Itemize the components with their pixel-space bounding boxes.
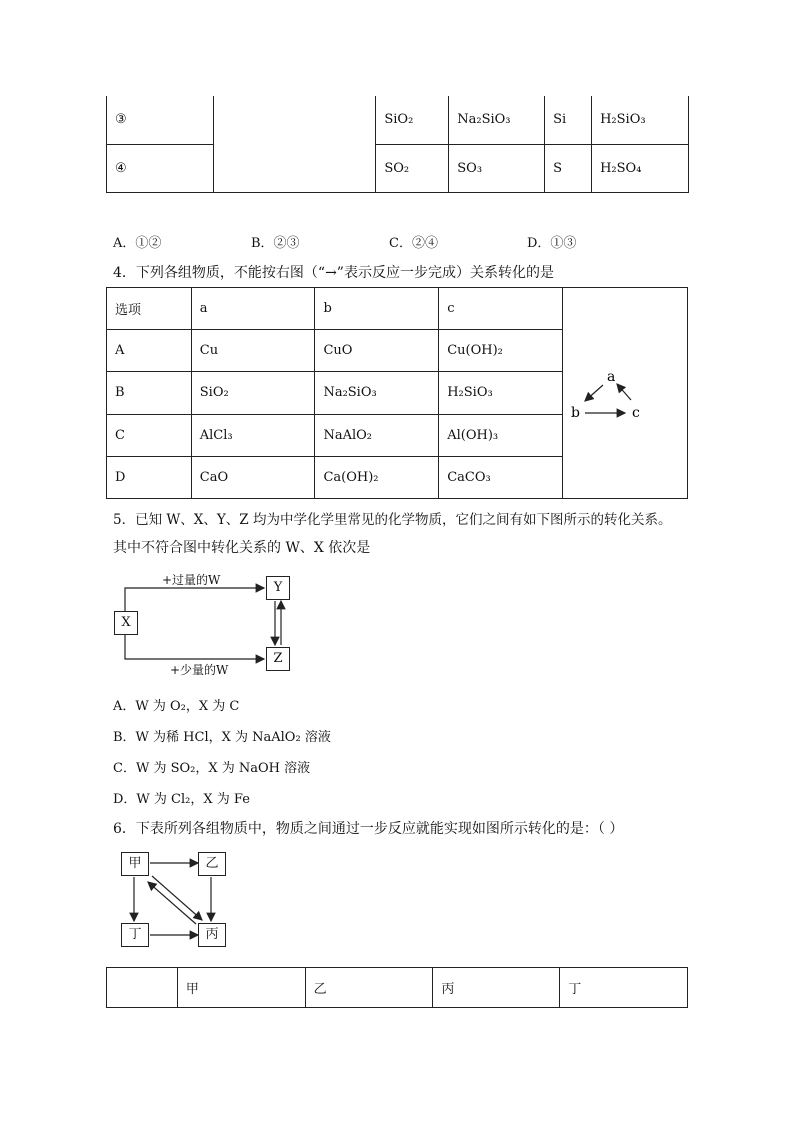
table-header: 丁 bbox=[560, 968, 688, 1008]
table-cell: A bbox=[107, 330, 192, 372]
q5-option-c: C．W 为 SO₂，X 为 NaOH 溶液 bbox=[113, 761, 311, 776]
node-a: a bbox=[606, 369, 616, 385]
table-cell: H₂SiO₃ bbox=[439, 372, 563, 414]
table-header: 丙 bbox=[433, 968, 560, 1008]
node-jia: 甲 bbox=[121, 852, 149, 876]
table-cell: Na₂SiO₃ bbox=[315, 372, 439, 414]
arrow-a-to-b bbox=[585, 385, 603, 401]
arrow-x-to-z bbox=[125, 635, 264, 659]
arrow-jia-to-bing bbox=[152, 876, 202, 920]
q5-stem-line1: 5．已知 W、X、Y、Z 均为中学化学里常见的化学物质，它们之间有如下图所示的转化关系。 bbox=[113, 512, 672, 528]
table-header: 甲 bbox=[177, 968, 305, 1008]
q3-table bbox=[106, 96, 689, 193]
table-cell: SiO₂ bbox=[191, 372, 315, 414]
q3-option-b: B．②③ bbox=[251, 236, 300, 251]
q5-diagram bbox=[100, 565, 310, 680]
table-cell: Cu(OH)₂ bbox=[439, 330, 563, 372]
node-ding: 丁 bbox=[121, 923, 149, 947]
table-cell: NaAlO₂ bbox=[315, 414, 439, 456]
node-x: X bbox=[114, 611, 138, 635]
q3-option-c: C．②④ bbox=[389, 236, 438, 251]
table-header: c bbox=[439, 288, 563, 330]
table-cell: Si bbox=[545, 96, 592, 144]
table-header: 乙 bbox=[305, 968, 433, 1008]
q5-option-a: A．W 为 O₂，X 为 C bbox=[113, 699, 240, 714]
q6-table bbox=[106, 967, 688, 1008]
table-cell: SO₃ bbox=[449, 144, 545, 192]
q4-stem: 4．下列各组物质，不能按右图（“→”表示反应一步完成）关系转化的是 bbox=[113, 265, 554, 281]
q5-option-d: D．W 为 Cl₂，X 为 Fe bbox=[113, 792, 250, 807]
merged-empty-cell bbox=[213, 96, 376, 192]
table-cell: H₂SiO₃ bbox=[592, 96, 689, 144]
table-header: a bbox=[191, 288, 315, 330]
arrow-x-to-y bbox=[125, 588, 264, 611]
table-header bbox=[107, 968, 178, 1008]
q3-option-d: D．①③ bbox=[527, 236, 577, 251]
table-cell: Na₂SiO₃ bbox=[449, 96, 545, 144]
row-number: ③ bbox=[107, 96, 214, 144]
node-yi: 乙 bbox=[198, 852, 226, 876]
q5-stem-line2: 其中不符合图中转化关系的 W、X 依次是 bbox=[113, 540, 371, 556]
table-header: b bbox=[315, 288, 439, 330]
table-cell: C bbox=[107, 414, 192, 456]
label-excess-w: +过量的W bbox=[162, 573, 221, 587]
table-cell: H₂SO₄ bbox=[592, 144, 689, 192]
q6-stem: 6．下表所列各组物质中，物质之间通过一步反应就能实现如图所示转化的是：（ ） bbox=[113, 821, 624, 837]
node-c: c bbox=[631, 405, 640, 421]
table-cell: Al(OH)₃ bbox=[439, 414, 563, 456]
table-cell: D bbox=[107, 456, 192, 498]
q3-option-a: A．①② bbox=[113, 236, 162, 251]
table-cell: Ca(OH)₂ bbox=[315, 456, 439, 498]
table-cell: SiO₂ bbox=[376, 96, 449, 144]
q6-diagram bbox=[110, 848, 240, 950]
row-number: ④ bbox=[107, 144, 214, 192]
label-small-w: +少量的W bbox=[170, 663, 229, 677]
diagram-cell bbox=[562, 288, 687, 499]
table-cell: Cu bbox=[191, 330, 315, 372]
table-cell: SO₂ bbox=[376, 144, 449, 192]
table-cell: CuO bbox=[315, 330, 439, 372]
node-y: Y bbox=[266, 576, 290, 600]
arrow-c-to-a bbox=[617, 384, 631, 400]
node-z: Z bbox=[266, 647, 290, 671]
table-header: 选项 bbox=[107, 288, 192, 330]
q4-table bbox=[106, 287, 688, 499]
table-cell: CaCO₃ bbox=[439, 456, 563, 498]
q5-option-b: B．W 为稀 HCl，X 为 NaAlO₂ 溶液 bbox=[113, 730, 331, 745]
abc-cycle-diagram bbox=[563, 288, 687, 498]
node-b: b bbox=[570, 405, 580, 421]
table-cell: CaO bbox=[191, 456, 315, 498]
table-cell: AlCl₃ bbox=[191, 414, 315, 456]
arrow-bing-to-jia bbox=[148, 882, 196, 924]
table-cell: B bbox=[107, 372, 192, 414]
node-bing: 丙 bbox=[198, 923, 226, 947]
table-cell: S bbox=[545, 144, 592, 192]
